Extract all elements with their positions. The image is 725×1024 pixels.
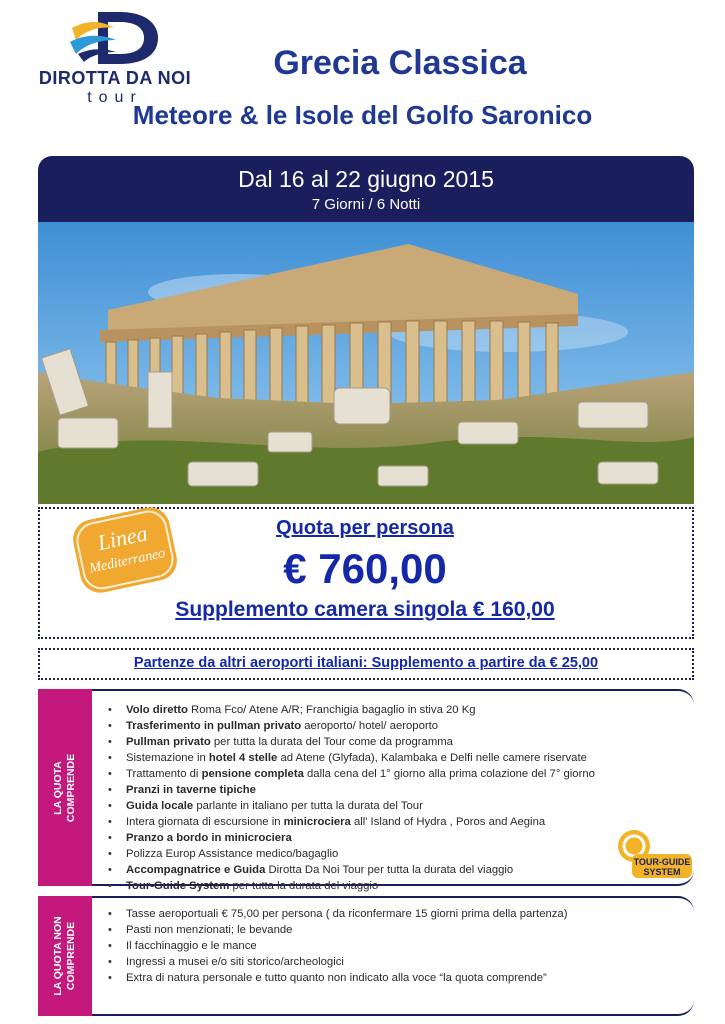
includes-item-bold: Pullman privato (126, 736, 211, 748)
includes-item-bold: Volo diretto (126, 704, 188, 716)
date-banner (38, 156, 694, 222)
includes-item-text: Sistemazione in (126, 752, 209, 764)
tour-duration: 7 Giorni / 6 Notti (311, 196, 421, 213)
excludes-side-label (38, 896, 92, 1016)
parthenon-photo (38, 222, 694, 504)
tg-line1: TOUR-GUIDE (633, 857, 691, 867)
includes-item-text: ad Atene (Glyfada), Kalambaka e Delfi nelle camere riservate (277, 752, 587, 764)
includes-item-bold: Pranzi in taverne tipiche (126, 784, 256, 796)
tg-line2: SYSTEM (643, 867, 681, 877)
includes-item (104, 750, 595, 766)
tour-guide-system-logo (612, 826, 694, 882)
excludes-list (104, 906, 567, 986)
includes-item (104, 782, 595, 798)
excludes-side-line2: COMPRENDE (65, 921, 77, 991)
excludes-item: • Pasti non menzionati; le bevande (104, 922, 567, 938)
tour-dates: Dal 16 al 22 giugno 2015 (238, 166, 494, 192)
price-value: € 760,00 (283, 545, 447, 592)
includes-item (104, 846, 595, 862)
includes-item (104, 718, 595, 734)
includes-item-text: aeroporto/ hotel/ aeroporto (301, 720, 439, 732)
includes-item-text: Trattamento di (126, 768, 202, 780)
page-title: Grecia Classica (273, 44, 527, 82)
includes-item-text: Intera giornata di escursione in (126, 816, 284, 828)
page-subtitle: Meteore & le Isole del Golfo Saronico (132, 100, 593, 130)
excludes-item: • Extra di natura personale e tutto quanto non indicato alla voce “la quota comprende” (104, 970, 567, 986)
includes-item (104, 766, 595, 782)
includes-item-bold: Trasferimento in pullman privato (126, 720, 302, 732)
badge-line1: Linea (95, 520, 150, 556)
includes-item-text: all' Island of Hydra , Poros and Aegina (350, 816, 546, 828)
logo-brand-text: DIROTTA DA NOI (38, 68, 192, 88)
includes-item-bold: pensione completa (201, 768, 304, 780)
includes-item (104, 734, 595, 750)
includes-item-bold: hotel 4 stelle (208, 752, 278, 764)
includes-item-text: Polizza Europ Assistance medico/bagaglio (126, 848, 339, 860)
badge-line2: Mediterraneo (88, 545, 167, 577)
includes-item-text: per tutta la durata del Tour come da programma (210, 736, 453, 748)
includes-item-bold: Accompagnatrice e Guida (126, 864, 266, 876)
includes-item-text: Dirotta Da Noi Tour per tutta la durata del viaggio (265, 864, 514, 876)
includes-item-text: dalla cena del 1° giorno alla prima colazione del 7° giorno (303, 768, 595, 780)
includes-item-bold: Tour-Guide System (126, 880, 230, 892)
includes-item-text: parlante in italiano per tutta la durata del Tour (193, 800, 423, 812)
includes-item (104, 830, 595, 846)
includes-item-text: per tutta la durata del viaggio (229, 880, 379, 892)
includes-side-line2: COMPRENDE (65, 753, 77, 822)
includes-item (104, 702, 595, 718)
includes-list (104, 702, 595, 894)
logo-sub-text: tour (87, 89, 143, 106)
single-supplement: Supplemento camera singola € 160,00 (175, 598, 555, 621)
includes-item-bold: minicrociera (283, 816, 351, 828)
logo-d-mark-icon (68, 8, 162, 66)
includes-item-bold: Pranzo a bordo in minicrociera (126, 832, 292, 844)
includes-item (104, 878, 595, 894)
includes-item-text: Roma Fco/ Atene A/R; Franchigia bagaglio in stiva 20 Kg (187, 704, 476, 716)
includes-item-bold: Guida locale (126, 800, 194, 812)
includes-item (104, 814, 595, 830)
excludes-item: • Tasse aeroportuali € 75,00 per persona ( da riconfermare 15 giorni prima della partenza) (104, 906, 567, 922)
includes-item (104, 862, 595, 878)
departures-note: Partenze da altri aeroporti italiani: Supplemento a partire da € 25,00 (133, 655, 599, 671)
excludes-side-line1: LA QUOTA NON (52, 916, 64, 996)
includes-side-line1: LA QUOTA (52, 760, 64, 815)
excludes-item: • Ingressi a musei e/o siti storico/archeologici (104, 954, 567, 970)
includes-side-label (38, 689, 92, 886)
price-label: Quota per persona (276, 517, 454, 539)
includes-item (104, 798, 595, 814)
excludes-item: • Il facchinaggio e le mance (104, 938, 567, 954)
